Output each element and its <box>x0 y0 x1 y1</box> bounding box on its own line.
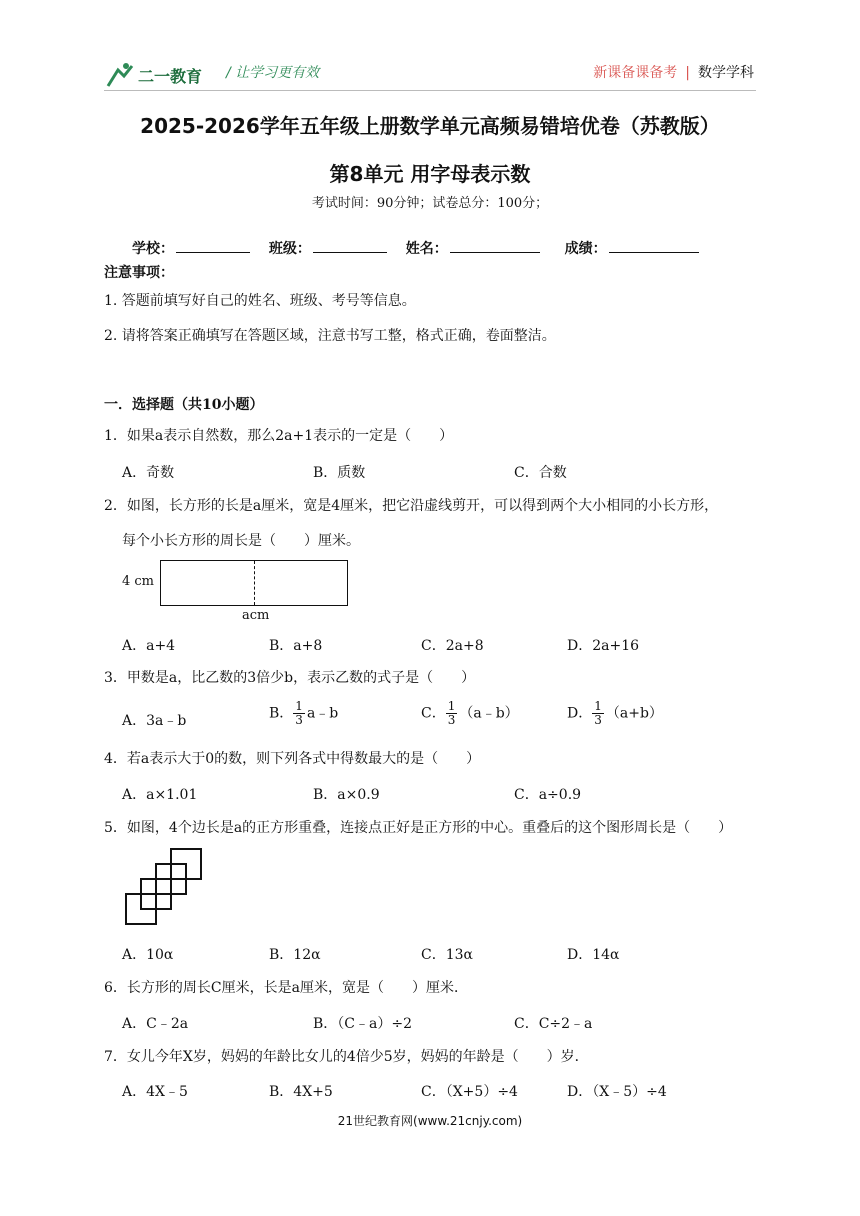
q6-option-a[interactable]: A．C﹣2a <box>122 1016 189 1032</box>
q6-option-c[interactable]: C．C÷2﹣a <box>514 1016 593 1032</box>
footer: 21世纪教育网(www.21cnjy.com) <box>337 1114 523 1128</box>
q7-options <box>0 1081 860 1101</box>
note-1: 1. 答题前填写好自己的姓名、班级、考号等信息。 <box>104 293 416 309</box>
slogan: / 让学习更有效 <box>226 65 320 81</box>
q1-option-a[interactable]: A．奇数 <box>122 465 175 481</box>
question-2-line-1: 2．如图，长方形的长是a厘米，宽是4厘米，把它沿虚线剪开，可以得到两个大小相同的小长方形， <box>104 498 719 514</box>
q6-option-b[interactable]: B．（C﹣a）÷2 <box>313 1016 412 1032</box>
header-divider <box>104 90 756 91</box>
q2-option-a[interactable]: A．a+4 <box>122 638 176 654</box>
q6-options <box>0 1013 860 1033</box>
question-5: 5．如图，4个边长是a的正方形重叠，连接点正好是正方形的中心。重叠后的这个图形周长是（ ） <box>104 820 733 836</box>
q3-option-d[interactable]: D． $\frac{1}{3}$ （a+b） <box>567 699 663 727</box>
page-subtitle: 第8单元 用字母表示数 <box>329 162 531 186</box>
q1-options <box>0 462 860 482</box>
q2-width-label: 4 cm <box>122 574 155 589</box>
question-2-line-2: 每个小长方形的周长是（ ）厘米。 <box>122 533 360 549</box>
question-7: 7．女儿今年X岁，妈妈的年龄比女儿的4倍少5岁，妈妈的年龄是（ ）岁． <box>104 1049 589 1065</box>
question-1: 1．如果a表示自然数，那么2a+1表示的一定是（ ） <box>104 428 454 444</box>
q5-options <box>0 944 860 964</box>
q3-options <box>0 700 860 736</box>
q5-option-b[interactable]: B．12α <box>269 947 321 963</box>
question-3: 3．甲数是a，比乙数的3倍少b，表示乙数的式子是（ ） <box>104 670 476 686</box>
school-field[interactable] <box>176 238 250 253</box>
q4-option-a[interactable]: A．a×1.01 <box>122 787 198 803</box>
q4-options <box>0 784 860 804</box>
q4-option-b[interactable]: B．a×0.9 <box>313 787 380 803</box>
q2-cut-line <box>254 561 255 605</box>
q5-squares-figure <box>124 848 204 928</box>
q2-option-b[interactable]: B．a+8 <box>269 638 323 654</box>
header-right: 新课备课备考 | 数学学科 <box>593 65 754 81</box>
name-field[interactable] <box>450 238 540 253</box>
q2-option-c[interactable]: C．2a+8 <box>421 638 484 654</box>
q1-option-b[interactable]: B．质数 <box>313 465 366 481</box>
q1-option-c[interactable]: C．合数 <box>514 465 567 481</box>
q2-option-d[interactable]: D．2a+16 <box>567 638 640 654</box>
q7-option-b[interactable]: B．4X+5 <box>269 1084 333 1100</box>
class-field[interactable] <box>313 238 387 253</box>
q5-option-d[interactable]: D．14α <box>567 947 620 963</box>
page-title: 2025-2026学年五年级上册数学单元高频易错培优卷（苏教版） <box>140 114 720 138</box>
q2-length-label: acm <box>242 608 270 623</box>
logo <box>104 60 214 90</box>
q7-option-a[interactable]: A．4X﹣5 <box>122 1084 188 1100</box>
q5-option-a[interactable]: A．10α <box>122 947 174 963</box>
q5-option-c[interactable]: C．13α <box>421 947 473 963</box>
exam-info: 考试时间：90分钟；试卷总分：100分； <box>311 196 549 211</box>
q2-figure <box>122 560 362 626</box>
info-fields: 学校： 班级： 姓名： 成绩： <box>132 238 713 258</box>
q7-option-d[interactable]: D．（X﹣5）÷4 <box>567 1084 667 1100</box>
question-6: 6．长方形的周长C厘米，长是a厘米，宽是（ ）厘米． <box>104 980 468 996</box>
question-4: 4．若a表示大于0的数，则下列各式中得数最大的是（ ） <box>104 751 481 767</box>
score-field[interactable] <box>609 238 699 253</box>
note-2: 2. 请将答案正确填写在答题区域，注意书写工整，格式正确，卷面整洁。 <box>104 328 556 344</box>
q3-option-b[interactable]: B． $\frac{1}{3}$ a﹣b <box>269 699 339 727</box>
section-heading: 一．选择题（共10小题） <box>104 397 264 413</box>
notes-heading: 注意事项： <box>104 265 174 281</box>
q2-options <box>0 635 860 655</box>
q4-option-c[interactable]: C．a÷0.9 <box>514 787 582 803</box>
q7-option-c[interactable]: C．（X+5）÷4 <box>421 1084 518 1100</box>
logo-text: 二一教育 <box>138 67 203 86</box>
q3-option-c[interactable]: C． $\frac{1}{3}$ （a﹣b） <box>421 699 519 727</box>
q3-option-a[interactable]: A．3a﹣b <box>122 713 187 729</box>
